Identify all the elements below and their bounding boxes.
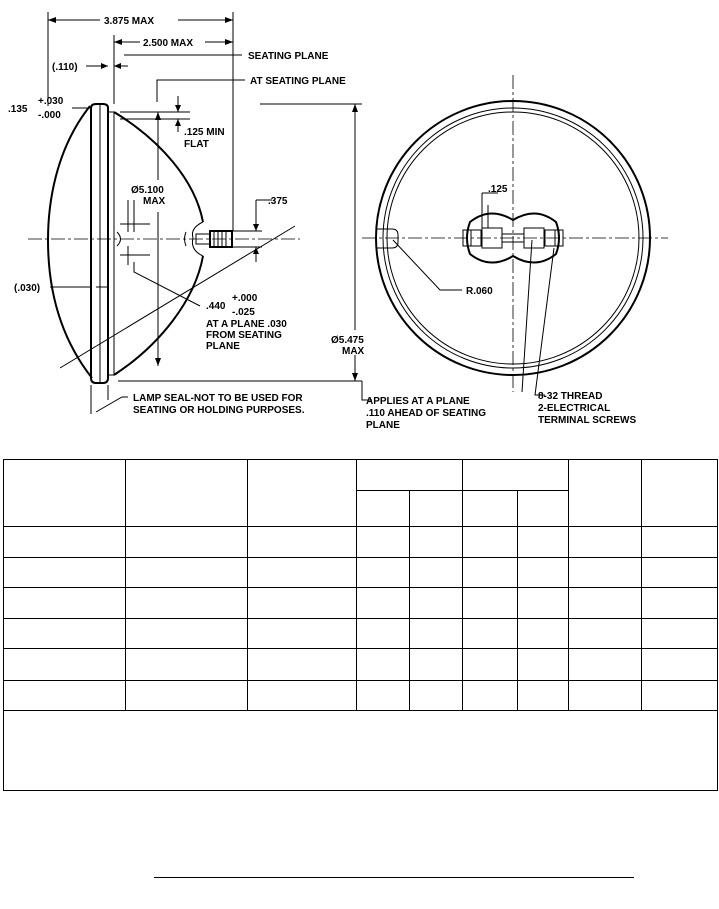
header-cell <box>4 460 126 527</box>
dim-375: .375 <box>268 196 288 207</box>
header-cell <box>126 460 248 527</box>
table-row <box>4 527 718 558</box>
lens-dome <box>48 106 92 378</box>
signature-line <box>154 877 634 878</box>
dim-radius: R.060 <box>466 286 493 297</box>
lamp-outline-drawing <box>0 0 719 440</box>
subheader-cell <box>463 491 518 527</box>
dim-110: (.110) <box>52 62 78 73</box>
tol-440-plus: +.000 <box>232 293 258 304</box>
note-plane-line3: PLANE <box>206 341 240 352</box>
note-seal-line2: SEATING OR HOLDING PURPOSES. <box>133 405 305 416</box>
label-max: MAX <box>143 196 166 207</box>
dim-030: (.030) <box>14 283 41 294</box>
note-applies-line2: .110 AHEAD OF SEATING <box>366 408 487 419</box>
dim-135: .135 <box>8 104 28 115</box>
subheader-cell <box>410 491 463 527</box>
header-cell <box>569 460 642 527</box>
dim-125-min: .125 MIN <box>184 127 225 138</box>
dim-440: .440 <box>206 301 226 312</box>
note-thread-line1: 8-32 THREAD <box>538 391 603 402</box>
header-cell <box>248 460 357 527</box>
note-seal-line1: LAMP SEAL-NOT TO BE USED FOR <box>133 393 303 404</box>
note-applies-line3: PLANE <box>366 420 400 431</box>
tol-440-minus: -.025 <box>232 307 255 318</box>
label-flat: FLAT <box>184 139 209 150</box>
header-group-cell <box>463 460 569 491</box>
side-view <box>8 12 486 431</box>
label-seating-plane: SEATING PLANE <box>248 51 329 62</box>
table-notes-row <box>4 711 718 791</box>
note-thread-line3: TERMINAL SCREWS <box>538 415 637 426</box>
label-at-seating-plane: AT SEATING PLANE <box>250 76 346 87</box>
table-row <box>4 649 718 681</box>
specification-table <box>3 459 718 791</box>
dim-diameter: Ø5.100 <box>131 185 164 196</box>
table-header-row <box>4 460 718 491</box>
dim-outer-diameter: Ø5.475 <box>331 335 364 346</box>
subheader-cell <box>518 491 569 527</box>
dim-seating-length: 2.500 MAX <box>143 38 194 49</box>
note-plane-line1: AT A PLANE .030 <box>206 319 287 330</box>
tol-135-minus: -.000 <box>38 110 61 121</box>
table-row <box>4 558 718 588</box>
dim-overall-length: 3.875 MAX <box>104 16 155 27</box>
dim-125: .125 <box>488 184 508 195</box>
note-plane-line2: FROM SEATING <box>206 330 282 341</box>
table-row <box>4 588 718 619</box>
notes-cell <box>4 711 718 791</box>
table-row <box>4 619 718 649</box>
header-group-cell <box>357 460 463 491</box>
subheader-cell <box>357 491 410 527</box>
note-applies-line1: APPLIES AT A PLANE <box>366 396 470 407</box>
label-outer-max: MAX <box>342 346 365 357</box>
note-thread-line2: 2-ELECTRICAL <box>538 403 611 414</box>
tol-135-plus: +.030 <box>38 96 64 107</box>
table-row <box>4 681 718 711</box>
header-cell <box>642 460 718 527</box>
front-view <box>362 75 668 426</box>
